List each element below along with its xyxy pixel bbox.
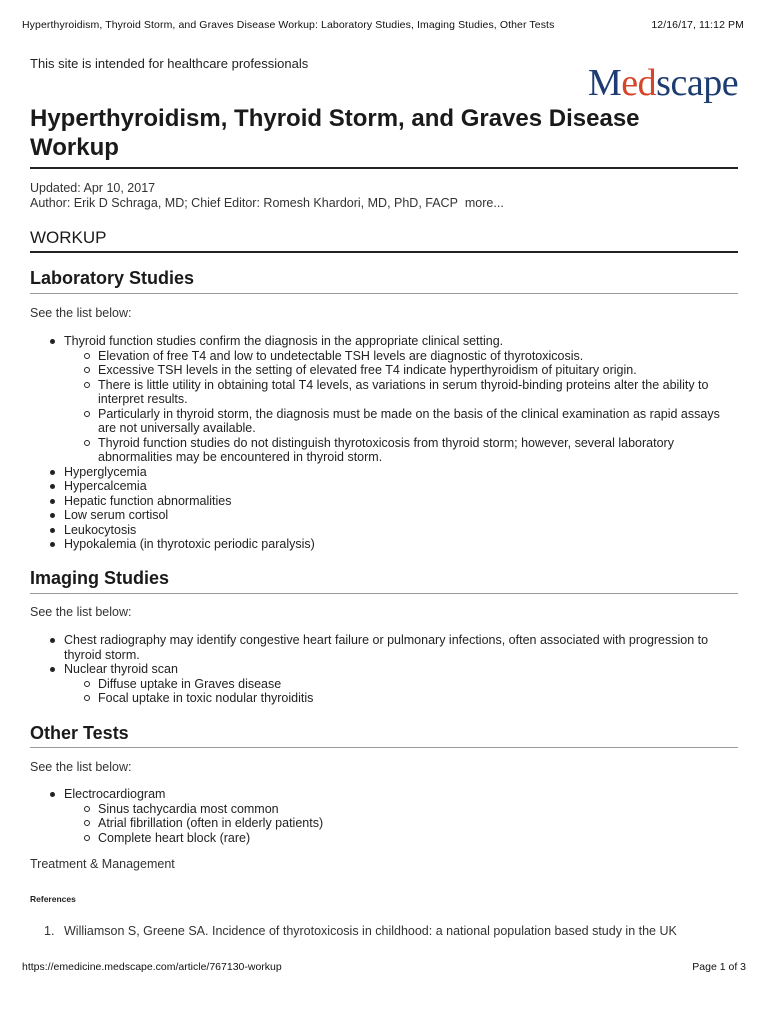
logo-accent: ed xyxy=(621,62,657,104)
other-tests-list xyxy=(30,787,738,845)
other-tests-divider xyxy=(30,747,738,748)
sublist-item: Thyroid function studies do not distinguish thyrotoxicosis from thyroid storm; however, several laboratory abnormalities may be encountered in thyroid storm. xyxy=(64,436,738,465)
list-item: Hyperglycemia xyxy=(30,465,738,480)
hcp-notice: This site is intended for healthcare professionals xyxy=(30,56,309,71)
list-item xyxy=(30,787,738,845)
print-header-datetime: 12/16/17, 11:12 PM xyxy=(651,19,744,31)
sublist-item: Excessive TSH levels in the setting of elevated free T4 indicate hyperthyroidism of pituitary origin. xyxy=(64,363,738,378)
imaging-studies-list xyxy=(30,633,738,706)
title-divider xyxy=(30,167,738,169)
imaging-studies-intro: See the list below: xyxy=(30,605,132,619)
more-authors-link[interactable]: more... xyxy=(464,196,504,210)
other-tests-sublist xyxy=(64,802,738,846)
imaging-studies-divider xyxy=(30,593,738,594)
sublist-item: There is little utility in obtaining total T4 levels, as variations in serum thyroid-binding proteins alter the ability to interpret results. xyxy=(64,378,738,407)
sublist-item: Elevation of free T4 and low to undetectable TSH levels are diagnostic of thyrotoxicosis. xyxy=(64,349,738,364)
logo-prefix: M xyxy=(588,62,622,104)
sublist-item: Complete heart block (rare) xyxy=(64,831,738,846)
list-item: Low serum cortisol xyxy=(30,508,738,523)
reference-number: 1. xyxy=(44,924,55,938)
treatment-management-link[interactable]: Treatment & Management xyxy=(30,857,175,871)
sublist-item: Atrial fibrillation (often in elderly patients) xyxy=(64,816,738,831)
footer-page-number: Page 1 of 3 xyxy=(692,961,746,973)
lab-studies-divider xyxy=(30,293,738,294)
print-footer xyxy=(22,961,746,973)
reference-text: Williamson S, Greene SA. Incidence of thyrotoxicosis in childhood: a national population based study in the UK xyxy=(64,924,677,938)
sublist-item: Diffuse uptake in Graves disease xyxy=(64,677,738,692)
lab-studies-list xyxy=(30,334,738,552)
other-tests-heading: Other Tests xyxy=(30,723,129,743)
medscape-logo[interactable] xyxy=(588,64,738,102)
list-item: Leukocytosis xyxy=(30,523,738,538)
references-label: References xyxy=(30,894,76,904)
footer-url: https://emedicine.medscape.com/article/767130-workup xyxy=(22,961,282,973)
list-item: Hypokalemia (in thyrotoxic periodic paralysis) xyxy=(30,537,738,552)
logo-suffix: scape xyxy=(656,62,739,104)
lab-studies-sublist xyxy=(64,349,738,465)
lab-studies-heading: Laboratory Studies xyxy=(30,268,195,288)
updated-date: Updated: Apr 10, 2017 xyxy=(30,181,156,195)
author-text: Author: Erik D Schraga, MD; Chief Editor: Romesh Khardori, MD, PhD, FACP xyxy=(30,196,458,210)
list-item-text: Thyroid function studies confirm the diagnosis in the appropriate clinical setting. xyxy=(64,334,504,348)
sublist-item: Sinus tachycardia most common xyxy=(64,802,738,817)
list-item: Chest radiography may identify congestive heart failure or pulmonary infections, often associated with progression to thyroid storm. xyxy=(30,633,738,662)
list-item-text: Nuclear thyroid scan xyxy=(64,662,178,676)
list-item xyxy=(30,662,738,706)
print-header xyxy=(22,19,744,31)
page-title: Hyperthyroidism, Thyroid Storm, and Graves Disease Workup xyxy=(30,105,640,161)
section-divider xyxy=(30,251,738,253)
list-item xyxy=(30,334,738,465)
imaging-studies-sublist xyxy=(64,677,738,706)
sublist-item: Focal uptake in toxic nodular thyroiditis xyxy=(64,691,738,706)
lab-studies-intro: See the list below: xyxy=(30,306,132,320)
list-item: Hepatic function abnormalities xyxy=(30,494,738,509)
section-heading-workup: WORKUP xyxy=(30,228,107,247)
author-line xyxy=(30,196,504,210)
reference-item xyxy=(30,924,738,938)
imaging-studies-heading: Imaging Studies xyxy=(30,568,170,588)
print-header-title: Hyperthyroidism, Thyroid Storm, and Graves Disease Workup: Laboratory Studies, Imaging Studies, Other Tests xyxy=(22,19,555,31)
sublist-item: Particularly in thyroid storm, the diagnosis must be made on the basis of the clinical examination as rapid assays are not universally available. xyxy=(64,407,738,436)
other-tests-intro: See the list below: xyxy=(30,760,132,774)
list-item: Hypercalcemia xyxy=(30,479,738,494)
list-item-text: Electrocardiogram xyxy=(64,787,166,801)
